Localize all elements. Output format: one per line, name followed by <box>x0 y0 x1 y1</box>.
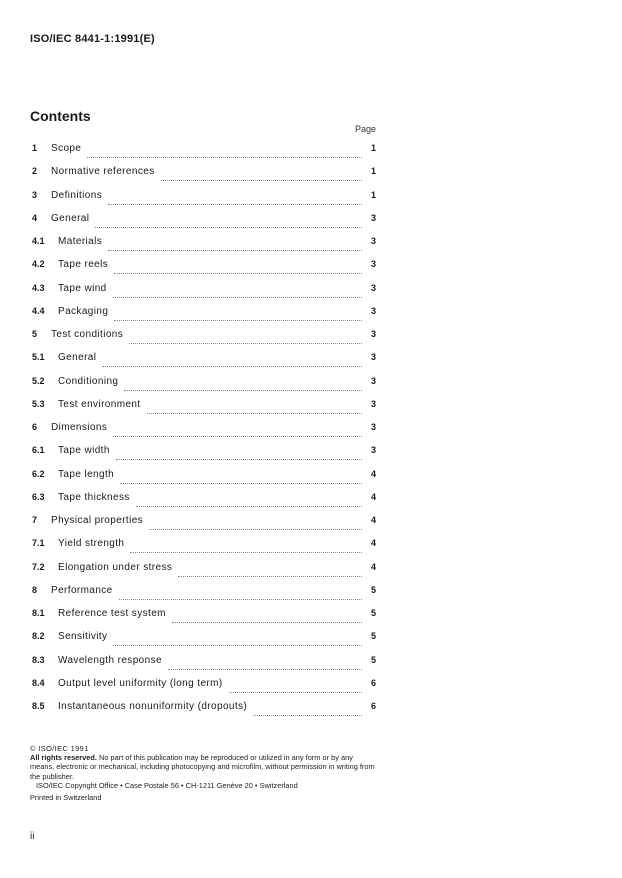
toc-entry-page: 1 <box>370 166 376 177</box>
toc-entry-5-3[interactable] <box>32 399 376 422</box>
toc-entry-number: 5 <box>32 329 38 339</box>
toc-dot-leader <box>149 529 362 530</box>
toc-entry-6-3[interactable] <box>32 492 376 515</box>
toc-entry-page: 3 <box>370 282 376 293</box>
toc-entry-6[interactable] <box>32 422 376 445</box>
toc-entry-8-2[interactable] <box>32 631 376 654</box>
toc-entry-4-2[interactable] <box>32 259 376 282</box>
toc-entry-title: Yield strength <box>58 538 125 550</box>
toc-entry-page: 3 <box>370 422 376 432</box>
toc-entry-number: 3 <box>32 189 38 200</box>
toc-entry-title: Test environment <box>58 398 141 410</box>
toc-entry-8-4[interactable] <box>32 678 376 701</box>
toc-entry-title: Tape wind <box>58 282 107 294</box>
toc-entry-page: 3 <box>370 398 376 409</box>
toc-entry-7-2[interactable] <box>32 562 376 585</box>
rights-text: No part of this publication may be reproduced or utilized in any form or by any means, electronic or mechanical, including photocopying and microfilm, without permission in writing from the publisher. <box>30 753 375 781</box>
toc-dot-leader <box>114 273 362 274</box>
toc-entry-page: 1 <box>370 143 376 153</box>
toc-entry-number: 4 <box>32 212 38 223</box>
toc-entry-title: Packaging <box>58 305 109 317</box>
toc-dot-leader <box>178 576 362 577</box>
copyright-line: © ISO/IEC 1991 <box>30 744 89 753</box>
toc-entry-8-3[interactable] <box>32 655 376 678</box>
copyright-office-address: ISO/IEC Copyright Office • Case Postale 56 • CH-1211 Genève 20 • Switzerland <box>36 780 298 790</box>
toc-dot-leader <box>124 390 362 391</box>
toc-entry-page: 5 <box>370 584 376 595</box>
toc-entry-5-2[interactable] <box>32 376 376 399</box>
toc-dot-leader <box>87 157 362 158</box>
copyright-notice <box>30 744 378 802</box>
toc-dot-leader <box>95 227 362 228</box>
toc-dot-leader <box>102 366 362 367</box>
rights-statement <box>30 753 378 781</box>
toc-entry-page: 5 <box>370 631 376 642</box>
toc-entry-number: 8.4 <box>32 677 45 688</box>
toc-entry-page: 4 <box>370 561 376 572</box>
toc-entry-title: Wavelength response <box>58 654 162 666</box>
toc-entry-number: 8.5 <box>32 701 45 711</box>
toc-entry-title: Elongation under stress <box>58 561 173 573</box>
toc-entry-page: 6 <box>370 677 376 688</box>
toc-entry-page: 4 <box>370 468 376 479</box>
toc-entry-4-4[interactable] <box>32 306 376 329</box>
printed-in: Printed in Switzerland <box>30 793 102 803</box>
toc-dot-leader <box>161 180 362 181</box>
toc-entry-4-3[interactable] <box>32 283 376 306</box>
toc-entry-8-5[interactable] <box>32 701 376 724</box>
toc-entry-title: Scope <box>51 143 82 154</box>
toc-entry-page: 4 <box>370 515 376 525</box>
toc-dot-leader <box>113 436 362 437</box>
contents-heading: Contents <box>30 108 91 124</box>
toc-dot-leader <box>119 599 362 600</box>
toc-entry-number: 8.1 <box>32 608 45 618</box>
toc-entry-number: 6.2 <box>32 468 45 479</box>
toc-dot-leader <box>168 669 362 670</box>
toc-entry-number: 8 <box>32 584 38 595</box>
toc-entry-title: Conditioning <box>58 375 119 387</box>
toc-entry-number: 5.3 <box>32 398 45 409</box>
toc-dot-leader <box>147 413 362 414</box>
toc-entry-title: Materials <box>58 236 103 247</box>
toc-entry-page: 3 <box>370 329 376 339</box>
toc-entry-2[interactable] <box>32 166 376 189</box>
toc-dot-leader <box>229 692 362 693</box>
toc-dot-leader <box>113 645 362 646</box>
toc-entry-title: Tape thickness <box>58 491 130 503</box>
toc-entry-title: Test conditions <box>51 329 124 340</box>
toc-entry-number: 6 <box>32 422 38 432</box>
toc-entry-number: 4.2 <box>32 259 45 270</box>
toc-entry-number: 7 <box>32 515 38 525</box>
document-id: ISO/IEC 8441-1:1991(E) <box>30 33 155 45</box>
toc-dot-leader <box>108 250 362 251</box>
toc-entry-title: Output level uniformity (long term) <box>58 677 223 689</box>
toc-entry-4-1[interactable] <box>32 236 376 259</box>
toc-entry-number: 7.2 <box>32 561 45 572</box>
toc-dot-leader <box>108 204 362 205</box>
toc-dot-leader <box>113 297 362 298</box>
toc-entry-4[interactable] <box>32 213 376 236</box>
toc-entry-page: 3 <box>370 305 376 316</box>
toc-entry-5[interactable] <box>32 329 376 352</box>
toc-entry-8[interactable] <box>32 585 376 608</box>
toc-entry-title: General <box>58 352 97 364</box>
toc-entry-number: 2 <box>32 166 38 177</box>
toc-entry-page: 5 <box>370 608 376 618</box>
toc-entry-title: General <box>51 212 90 224</box>
toc-entry-number: 8.2 <box>32 631 45 642</box>
toc-entry-title: Physical properties <box>51 515 144 526</box>
toc-dot-leader <box>129 343 362 344</box>
toc-entry-title: Definitions <box>51 189 103 201</box>
toc-entry-number: 4.4 <box>32 305 45 316</box>
toc-entry-3[interactable] <box>32 190 376 213</box>
toc-entry-6-2[interactable] <box>32 469 376 492</box>
toc-entry-page: 4 <box>370 491 376 502</box>
toc-dot-leader <box>253 715 362 716</box>
toc-entry-title: Dimensions <box>51 422 108 433</box>
toc-entry-1[interactable] <box>32 143 376 166</box>
toc-entry-5-1[interactable] <box>32 352 376 375</box>
toc-entry-number: 5.2 <box>32 375 45 386</box>
toc-entry-number: 8.3 <box>32 654 45 665</box>
toc-entry-8-1[interactable] <box>32 608 376 631</box>
toc-entry-title: Tape width <box>58 445 110 457</box>
toc-entry-title: Reference test system <box>58 608 166 619</box>
toc-entry-page: 3 <box>370 259 376 270</box>
toc-dot-leader <box>114 320 362 321</box>
toc-dot-leader <box>136 506 362 507</box>
toc-entry-number: 4.3 <box>32 282 45 293</box>
toc-dot-leader <box>130 552 362 553</box>
toc-entry-title: Tape reels <box>58 259 109 271</box>
toc-entry-number: 7.1 <box>32 538 45 549</box>
page-column-label: Page <box>354 124 376 134</box>
page-number: ii <box>30 831 35 842</box>
toc-entry-7-1[interactable] <box>32 538 376 561</box>
toc-entry-number: 5.1 <box>32 352 45 363</box>
table-of-contents <box>32 143 376 724</box>
toc-entry-number: 4.1 <box>32 236 45 246</box>
toc-entry-page: 4 <box>370 538 376 549</box>
toc-entry-7[interactable] <box>32 515 376 538</box>
toc-entry-page: 3 <box>370 212 376 223</box>
toc-entry-page: 3 <box>370 375 376 386</box>
toc-entry-page: 6 <box>370 701 376 711</box>
toc-dot-leader <box>116 459 362 460</box>
toc-dot-leader <box>172 622 362 623</box>
toc-entry-title: Performance <box>51 584 113 596</box>
toc-entry-number: 1 <box>32 143 38 153</box>
toc-entry-page: 3 <box>370 352 376 363</box>
toc-entry-6-1[interactable] <box>32 445 376 468</box>
toc-entry-title: Instantaneous nonuniformity (dropouts) <box>58 701 248 712</box>
toc-entry-title: Sensitivity <box>58 631 108 643</box>
toc-entry-title: Tape length <box>58 468 115 480</box>
toc-entry-number: 6.1 <box>32 445 45 456</box>
rights-reserved-label: All rights reserved. <box>30 753 97 763</box>
toc-entry-page: 3 <box>370 236 376 246</box>
toc-entry-page: 5 <box>370 654 376 665</box>
toc-dot-leader <box>120 483 362 484</box>
toc-entry-number: 6.3 <box>32 491 45 502</box>
toc-entry-page: 3 <box>370 445 376 456</box>
toc-entry-page: 1 <box>370 189 376 200</box>
toc-entry-title: Normative references <box>51 166 155 178</box>
